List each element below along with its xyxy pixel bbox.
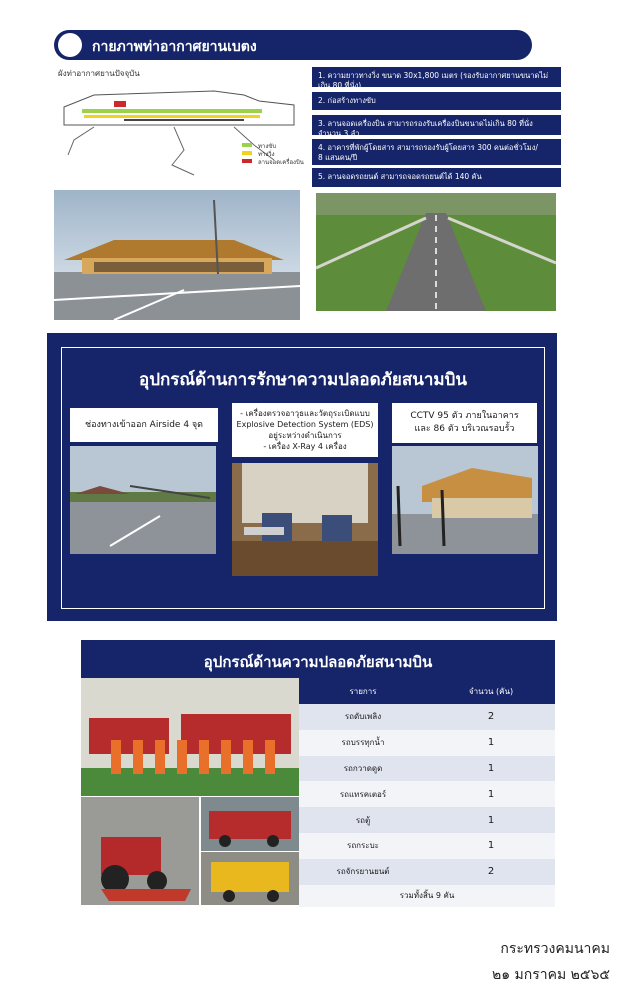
table-row bbox=[299, 781, 555, 807]
footer-date: ๒๑ มกราคม ๒๕๖๕ bbox=[491, 967, 610, 983]
header-circle-icon bbox=[58, 33, 82, 57]
bullet-taxiway: 2. ก่อสร้างทางขับ bbox=[312, 92, 561, 110]
tractor-photo bbox=[81, 797, 199, 905]
table-row bbox=[299, 807, 555, 833]
cctv-photo bbox=[392, 446, 538, 554]
row-item: รถดับเพลิง bbox=[344, 712, 382, 722]
row-item: รถแทรคเตอร์ bbox=[339, 789, 387, 799]
safety-vehicle-table bbox=[299, 678, 555, 907]
bullet-apron: 3. ลานจอดเครื่องบิน สามารถรองรับเครื่องบินขนาดไม่เกิน 80 ที่นั่ง จำนวน 3 ลำ bbox=[312, 115, 561, 135]
row-item: รถตู้ bbox=[355, 815, 371, 825]
bullet-runway: 1. ความยาวทางวิ่ง ขนาด 30x1,800 เมตร (รองรับอากาศยานขนาดไม่เกิน 80 ที่นั่ง) bbox=[312, 67, 561, 87]
legend-taxiway: ทางขับ bbox=[258, 143, 277, 150]
xray-machine-photo bbox=[232, 463, 378, 576]
row-count: 1 bbox=[487, 840, 495, 852]
security-title: อุปกรณ์ด้านการรักษาความปลอดภัยสนามบิน bbox=[138, 370, 467, 390]
legend-runway: ทางวิ่ง bbox=[258, 151, 275, 158]
row-count: 1 bbox=[487, 737, 495, 749]
section-title: กายภาพท่าอากาศยานเบตง bbox=[92, 39, 257, 55]
safety-title: อุปกรณ์ด้านความปลอดภัยสนามบิน bbox=[203, 653, 433, 671]
table-row bbox=[299, 730, 555, 756]
airport-layout-map bbox=[54, 65, 304, 183]
bullet-terminal: 4. อาคารที่พักผู้โดยสาร สามารถรองรับผู้โดยสาร 300 คนต่อชั่วโมง/ 8 แสนคน/ปี bbox=[312, 139, 561, 165]
map-caption: ผังท่าอากาศยานปัจจุบัน bbox=[58, 69, 140, 78]
row-count: 1 bbox=[487, 788, 495, 800]
row-count: 1 bbox=[487, 814, 495, 826]
legend-apron: ลานจอดเครื่องบิน bbox=[258, 159, 304, 166]
row-item: รถกวาดดูด bbox=[343, 763, 383, 773]
table-row bbox=[299, 704, 555, 730]
header-item: รายการ bbox=[349, 686, 377, 696]
eds-xray-box: - เครื่องตรวจอาวุธและวัตถุระเบิดแบบ Explosive Detection System (EDS) อยู่ระหว่างดำเนินการ - เครื่อง X-Ray 4 เครื่อง bbox=[232, 403, 378, 457]
fire-crew-photo bbox=[81, 678, 299, 796]
fire-truck-photo bbox=[201, 797, 299, 851]
terminal-photo bbox=[54, 190, 300, 320]
table-row bbox=[299, 859, 555, 885]
runway-photo bbox=[316, 193, 556, 311]
security-equipment-section bbox=[47, 333, 557, 621]
cctv-box: CCTV 95 ตัว ภายในอาคาร และ 86 ตัว บริเวณรอบรั้ว bbox=[392, 403, 537, 443]
row-count: 2 bbox=[487, 711, 495, 723]
airside-gate-photo bbox=[70, 446, 216, 554]
security-frame bbox=[61, 347, 545, 609]
sweeper-photo bbox=[201, 852, 299, 905]
row-item: รถกระบะ bbox=[347, 841, 379, 851]
table-total: รวมทั้งสิ้น 9 คัน bbox=[299, 885, 555, 907]
row-item: รถจักรยานยนต์ bbox=[336, 867, 390, 877]
row-count: 1 bbox=[487, 762, 495, 774]
header-count: จำนวน (คัน) bbox=[468, 686, 514, 696]
safety-equipment-header bbox=[81, 640, 555, 678]
table-row bbox=[299, 833, 555, 859]
row-count: 2 bbox=[487, 866, 495, 878]
bullet-parking: 5. ลานจอดรถยนต์ สามารถจอดรถยนต์ได้ 140 คัน bbox=[312, 168, 561, 187]
table-header bbox=[299, 678, 555, 704]
section-header-airport-physical bbox=[54, 30, 532, 60]
airside-gates-box: ช่องทางเข้าออก Airside 4 จุด bbox=[70, 408, 218, 442]
row-item: รถบรรทุกน้ำ bbox=[341, 738, 385, 748]
footer-org: กระทรวงคมนาคม bbox=[500, 941, 610, 957]
table-row bbox=[299, 756, 555, 782]
